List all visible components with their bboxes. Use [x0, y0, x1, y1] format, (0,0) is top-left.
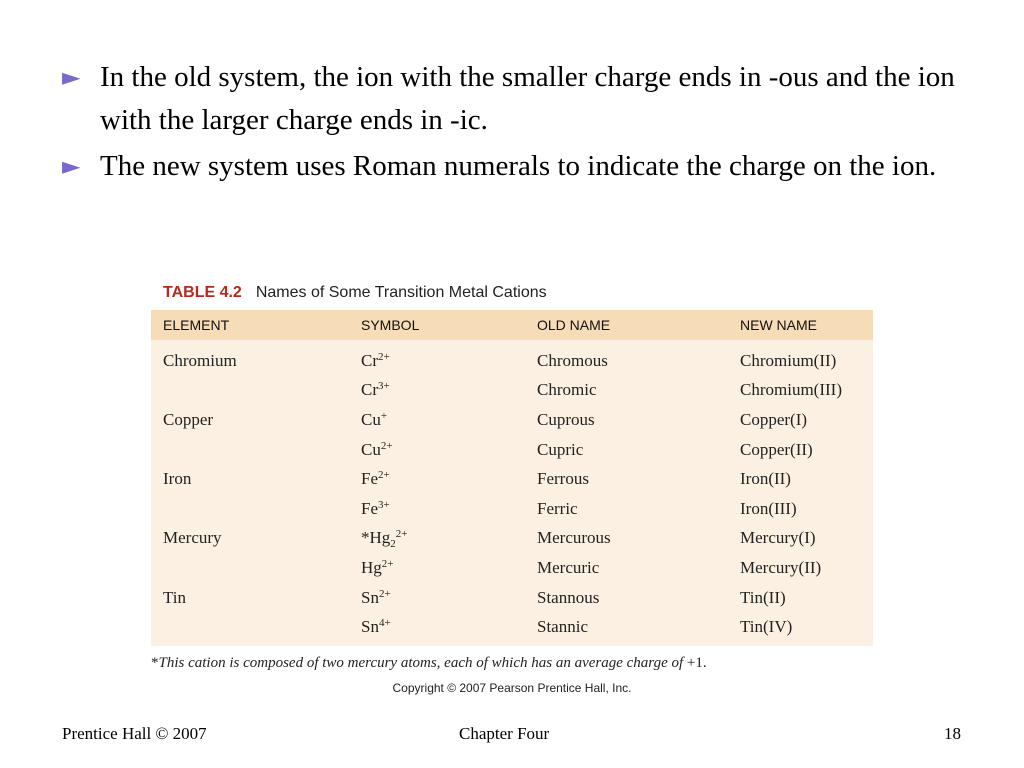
cell-symbol: [349, 494, 525, 524]
symbol-base: Cu: [361, 439, 381, 459]
cell-new-name: Chromium(III): [740, 380, 842, 400]
table-number: TABLE 4.2: [163, 284, 242, 301]
cell-old-name: Chromic: [537, 380, 597, 400]
symbol-charge: 2+: [395, 528, 408, 541]
cell-new-name: Chromium(II): [740, 350, 837, 370]
symbol-charge: 3+: [378, 380, 390, 393]
table-caption: [151, 276, 873, 310]
table-row: [151, 376, 873, 406]
symbol-base: Fe: [361, 498, 378, 518]
cell-element: Copper: [163, 409, 214, 429]
symbol-base: Hg: [361, 557, 382, 577]
cell-old-name: Stannic: [537, 617, 588, 637]
header-symbol: SYMBOL: [361, 317, 420, 333]
cell-new-name: Copper(II): [740, 439, 813, 459]
cell-old-name: Stannous: [537, 587, 600, 607]
table-row: [151, 494, 873, 524]
cell-new-name: Mercury(I): [740, 528, 816, 548]
cell-old-name: Cupric: [537, 439, 584, 459]
symbol-charge: 2+: [378, 350, 390, 363]
symbol-base: Sn: [361, 587, 379, 607]
cell-symbol: [349, 340, 525, 376]
cell-element: [151, 376, 349, 406]
table-row: [151, 405, 873, 435]
table-body: [151, 340, 873, 646]
symbol-base: Hg: [369, 528, 391, 548]
cell-new-name: Iron(II): [740, 469, 791, 489]
copyright-notice: Copyright © 2007 Pearson Prentice Hall, Inc.: [392, 680, 632, 695]
footnote-text: This cation is composed of two mercury atoms, each of which has an average charge of: [158, 654, 684, 671]
table-row: [151, 583, 873, 613]
table-row: [151, 435, 873, 465]
cell-element: [151, 612, 349, 646]
cell-element: Tin: [163, 587, 187, 607]
symbol-charge: 3+: [378, 498, 390, 511]
cell-old-name: Cuprous: [537, 409, 595, 429]
cell-symbol: [349, 464, 525, 494]
table-row: [151, 464, 873, 494]
cell-new-name: Tin(II): [740, 587, 786, 607]
bullet-item: [62, 145, 962, 188]
bullet-text: The new system uses Roman numerals to indicate the charge on the ion.: [100, 150, 937, 182]
cell-new-name: Tin(IV): [740, 617, 793, 637]
cell-symbol: [349, 405, 525, 435]
bullet-item: [62, 56, 962, 142]
cell-element: Chromium: [163, 350, 237, 370]
triangle-bullet-icon: ►: [62, 63, 81, 91]
cell-element: [151, 494, 349, 524]
bullet-text: In the old system, the ion with the smaller charge ends in -ous and the ion with the larger charge ends in -ic.: [100, 61, 955, 136]
symbol-prefix: *: [361, 528, 370, 548]
cell-symbol: [349, 524, 525, 554]
cell-new-name: Copper(I): [740, 409, 808, 429]
symbol-charge: 2+: [381, 557, 394, 570]
table-title: Names of Some Transition Metal Cations: [255, 284, 547, 301]
cell-old-name: Ferric: [537, 498, 578, 518]
footer-publisher: Prentice Hall © 2007: [62, 724, 207, 743]
symbol-charge: 2+: [378, 469, 390, 482]
symbol-base: Sn: [361, 617, 379, 637]
cell-old-name: Mercuric: [537, 557, 600, 577]
triangle-bullet-icon: ►: [62, 152, 81, 180]
footer-page-number: 18: [944, 724, 961, 743]
symbol-charge: 2+: [380, 439, 393, 452]
bullet-list: [62, 56, 962, 191]
footnote-value: +1.: [683, 654, 707, 671]
cations-table: [151, 310, 873, 646]
symbol-base: Cr: [361, 350, 378, 370]
symbol-charge: 4+: [378, 617, 391, 630]
cell-symbol: [349, 612, 525, 646]
table-row: [151, 524, 873, 554]
cell-element: [151, 435, 349, 465]
table-footnote: [151, 655, 873, 672]
symbol-base: Fe: [361, 469, 378, 489]
table-row: [151, 340, 873, 376]
cell-element: [151, 553, 349, 583]
cell-element: Iron: [163, 469, 192, 489]
table-header-row: [151, 310, 873, 340]
table-row: [151, 612, 873, 646]
table-row: [151, 553, 873, 583]
symbol-charge: 2+: [378, 587, 391, 600]
cell-new-name: Mercury(II): [740, 557, 822, 577]
cell-symbol: [349, 376, 525, 406]
cell-symbol: [349, 583, 525, 613]
symbol-base: Cu: [361, 409, 381, 429]
cell-old-name: Chromous: [537, 350, 608, 370]
cell-old-name: Mercurous: [537, 528, 611, 548]
header-new-name: NEW NAME: [740, 317, 817, 333]
header-element: ELEMENT: [163, 317, 230, 333]
cell-symbol: [349, 553, 525, 583]
cell-old-name: Ferrous: [537, 469, 589, 489]
cell-element: Mercury: [163, 528, 222, 548]
symbol-base: Cr: [361, 380, 378, 400]
cell-new-name: Iron(III): [740, 498, 797, 518]
symbol-charge: +: [380, 409, 388, 422]
header-old-name: OLD NAME: [537, 317, 611, 333]
footnote-marker: *: [151, 654, 159, 671]
cell-symbol: [349, 435, 525, 465]
symbol-subscript: 2: [390, 538, 396, 551]
table-figure: [151, 276, 873, 695]
footer-chapter: Chapter Four: [459, 724, 550, 743]
